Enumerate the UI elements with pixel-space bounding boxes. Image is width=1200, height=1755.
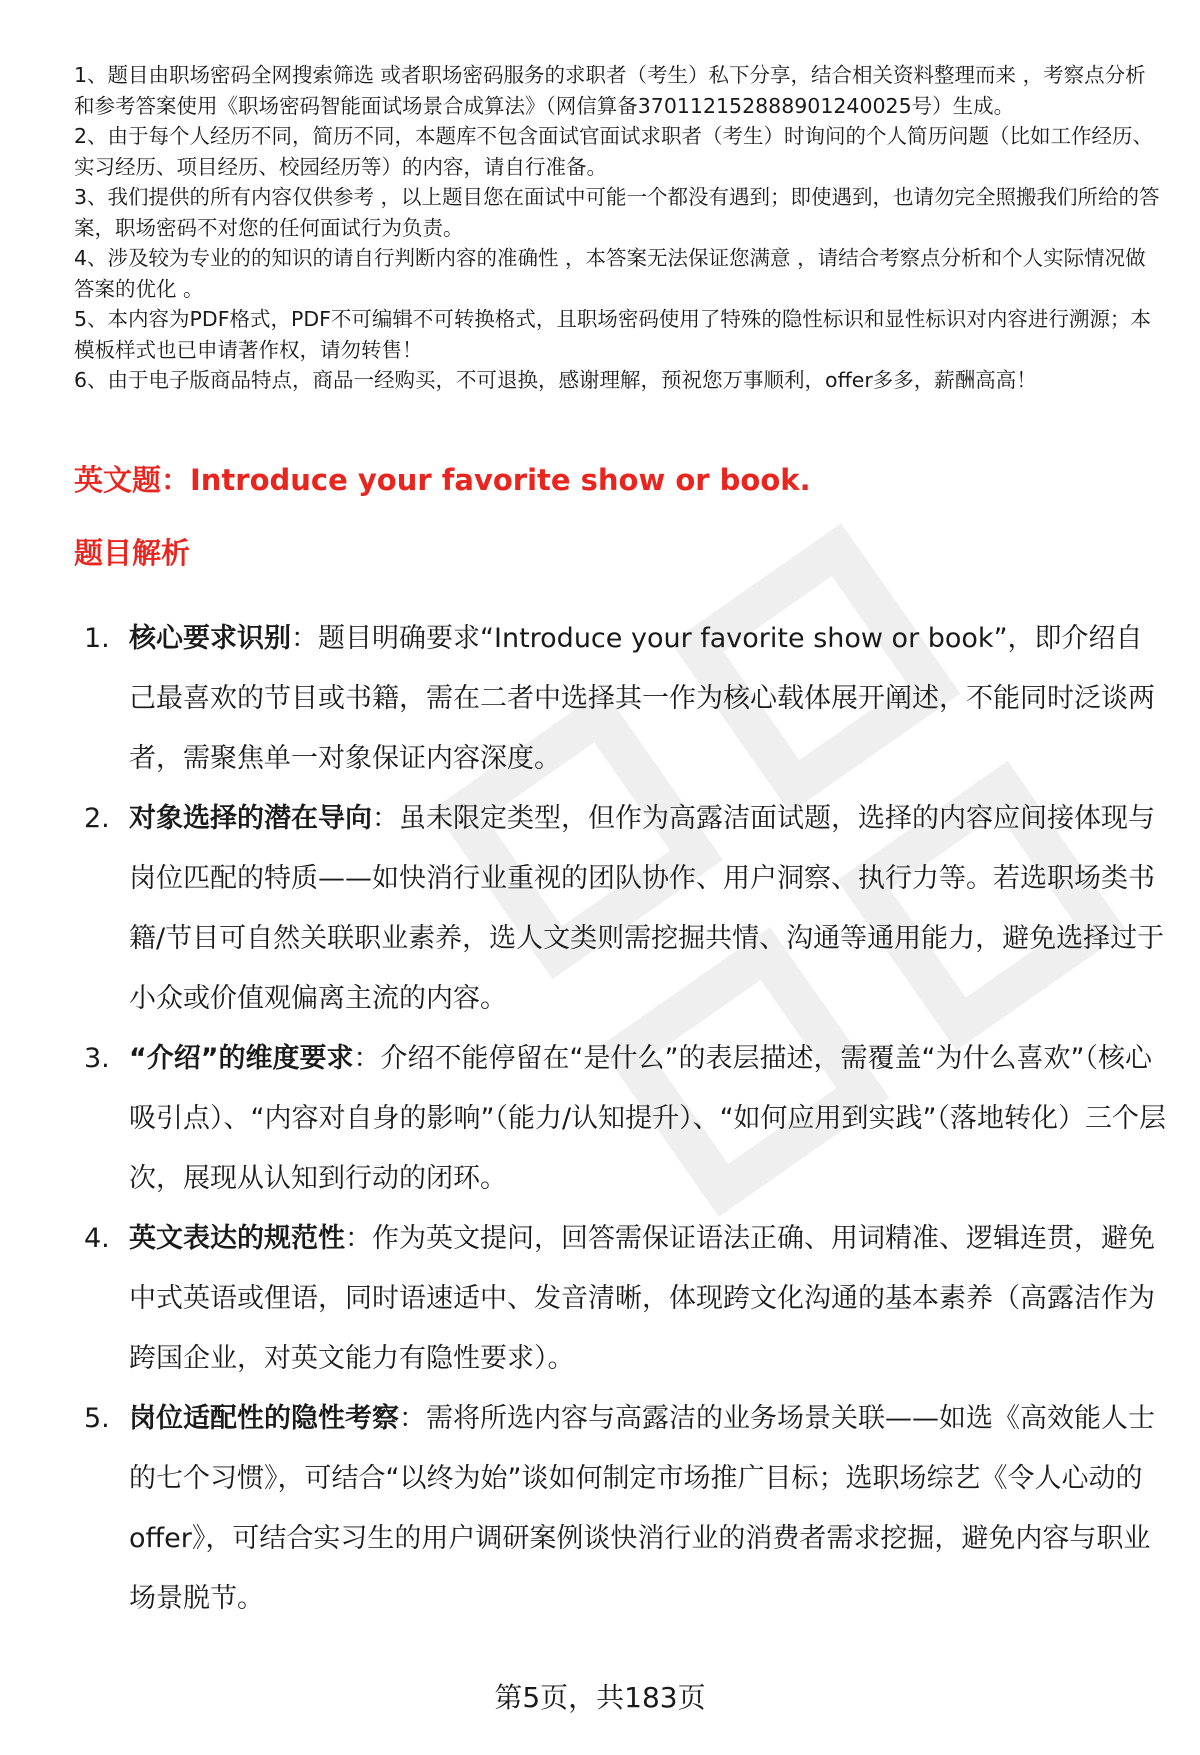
analysis-item <box>84 789 1169 1029</box>
page-number: 第5页，共183页 <box>494 1681 706 1714</box>
item-heading: 对象选择的潜在导向 <box>129 803 372 834</box>
item-heading: 核心要求识别 <box>129 623 291 654</box>
disclaimer-block <box>74 60 1160 396</box>
disclaimer-line: 5、本内容为PDF格式，PDF不可编辑不可转换格式，且职场密码使用了特殊的隐性标识和显性标识对内容进行溯源；本模板样式也已申请著作权，请勿转售！ <box>74 307 1151 362</box>
item-number: 4. <box>84 1223 110 1254</box>
disclaimer-line: 6、由于电子版商品特点，商品一经购买，不可退换，感谢理解，预祝您万事顺利，offer多多，薪酬高高！ <box>74 368 1037 392</box>
item-body: ：作为英文提问，回答需保证语法正确、用词精准、逻辑连贯，避免中式英语或俚语，同时语速适中、发音清晰，体现跨文化沟通的基本素养（高露洁作为跨国企业，对英文能力有隐性要求）。 <box>129 1223 1155 1374</box>
item-heading: 英文表达的规范性 <box>129 1223 345 1254</box>
disclaimer-line: 1、题目由职场密码全网搜索筛选 或者职场密码服务的求职者（考生）私下分享，结合相关资料整理而来 ，考察点分析和参考答案使用《职场密码智能面试场景合成算法》（网信算备370112152888901240025号）生成。 <box>74 63 1146 118</box>
item-number: 5. <box>84 1403 110 1434</box>
item-number: 3. <box>84 1043 110 1074</box>
item-heading: 岗位适配性的隐性考察 <box>129 1403 399 1434</box>
item-heading: “介绍”的维度要求 <box>129 1043 354 1074</box>
analysis-item <box>84 609 1169 789</box>
item-number: 2. <box>84 803 110 834</box>
item-body: ：介绍不能停留在“是什么”的表层描述，需覆盖“为什么喜欢”（核心吸引点）、“内容对自身的影响”（能力/认知提升）、“如何应用到实践”（落地转化）三个层次，展现从认知到行动的闭环。 <box>129 1043 1167 1194</box>
analysis-item <box>84 1029 1169 1209</box>
disclaimer-line: 4、涉及较为专业的的知识的请自行判断内容的准确性 ，本答案无法保证您满意 ，请结合考察点分析和个人实际情况做答案的优化 。 <box>74 246 1146 301</box>
item-body: ：需将所选内容与高露洁的业务场景关联——如选《高效能人士的七个习惯》，可结合“以终为始”谈如何制定市场推广目标；选职场综艺《令人心动的offer》，可结合实习生的用户调研案例谈快消行业的消费者需求挖掘，避免内容与职业场景脱节。 <box>129 1403 1155 1614</box>
analysis-item <box>84 1209 1169 1389</box>
analysis-list <box>84 609 1169 1629</box>
item-body: ：虽未限定类型，但作为高露洁面试题，选择的内容应间接体现与岗位匹配的特质——如快消行业重视的团队协作、用户洞察、执行力等。若选职场类书籍/节目可自然关联职业素养，选人文类则需挖掘共情、沟通等通用能力，避免选择过于小众或价值观偏离主流的内容。 <box>129 803 1165 1014</box>
section-title: 题目解析 <box>74 536 191 570</box>
disclaimer-line: 2、由于每个人经历不同，简历不同，本题库不包含面试官面试求职者（考生）时询问的个人简历问题（比如工作经历、实习经历、项目经历、校园经历等）的内容，请自行准备。 <box>74 124 1154 179</box>
item-number: 1. <box>84 623 110 654</box>
analysis-item <box>84 1389 1169 1629</box>
question-title: 英文题：Introduce your favorite show or book. <box>74 463 811 497</box>
disclaimer-line: 3、我们提供的所有内容仅供参考 ，以上题目您在面试中可能一个都没有遇到；即使遇到，也请勿完全照搬我们所给的答案，职场密码不对您的任何面试行为负责。 <box>74 185 1160 240</box>
item-body: ：题目明确要求“Introduce your favorite show or book”，即介绍自己最喜欢的节目或书籍，需在二者中选择其一作为核心载体展开阐述，不能同时泛谈两者，需聚焦单一对象保证内容深度。 <box>129 623 1155 774</box>
